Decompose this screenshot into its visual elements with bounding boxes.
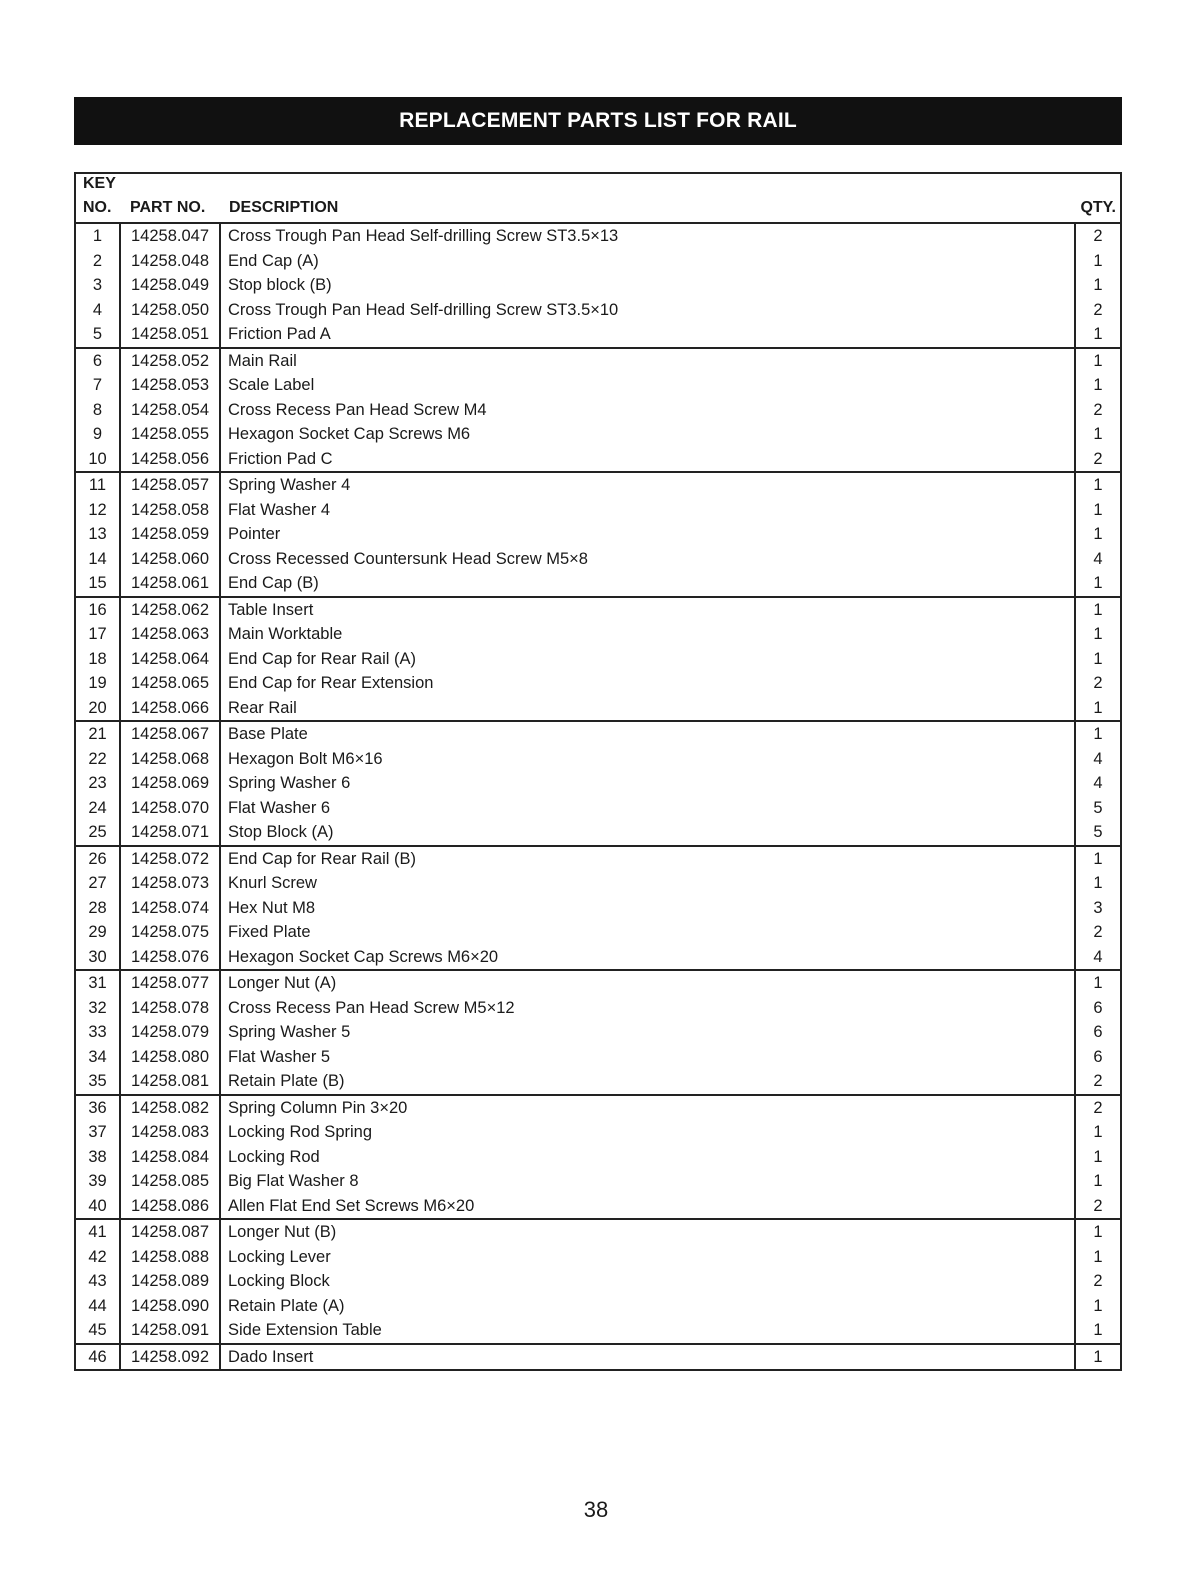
key-cell: 4 (76, 298, 121, 323)
table-row (76, 349, 1120, 374)
part-no-cell: 14258.081 (121, 1069, 221, 1094)
description-cell: Table Insert (221, 598, 1076, 623)
key-cell: 13 (76, 522, 121, 547)
qty-cell: 2 (1093, 1072, 1103, 1090)
part-no-cell: 14258.071 (121, 820, 221, 845)
key-cell: 36 (76, 1096, 121, 1121)
description-cell: End Cap for Rear Rail (A) (221, 647, 1076, 672)
table-row (76, 696, 1120, 723)
table-row (76, 522, 1120, 547)
table-row (76, 945, 1120, 972)
qty-cell: 1 (1093, 1347, 1103, 1366)
table-body (76, 224, 1120, 1369)
part-no-cell: 14258.075 (121, 920, 221, 945)
qty-cell: 2 (1093, 449, 1103, 468)
key-cell: 2 (76, 249, 121, 274)
key-cell: 33 (76, 1020, 121, 1045)
part-no-cell: 14258.055 (121, 422, 221, 447)
description-cell: Locking Lever (221, 1245, 1076, 1270)
part-no-cell: 14258.067 (121, 722, 221, 747)
table-row (76, 322, 1120, 349)
part-no-cell: 14258.079 (121, 1020, 221, 1045)
description-cell: Spring Washer 4 (221, 473, 1076, 498)
qty-cell: 2 (1093, 1098, 1103, 1117)
qty-cell: 1 (1093, 351, 1103, 370)
description-cell: Scale Label (221, 373, 1076, 398)
qty-cell: 1 (1093, 476, 1103, 494)
part-no-cell: 14258.087 (121, 1220, 221, 1245)
qty-cell: 1 (1093, 1223, 1103, 1241)
key-cell: 39 (76, 1169, 121, 1194)
key-cell: 32 (76, 996, 121, 1021)
part-no-cell: 14258.049 (121, 273, 221, 298)
description-cell: Longer Nut (A) (221, 971, 1076, 996)
table-row (76, 422, 1120, 447)
part-no-cell: 14258.060 (121, 547, 221, 572)
table-row (76, 722, 1120, 747)
key-cell: 6 (76, 349, 121, 374)
table-row (76, 398, 1120, 423)
description-cell: Spring Washer 6 (221, 771, 1076, 796)
qty-cell: 1 (1093, 276, 1103, 294)
part-no-cell: 14258.092 (121, 1345, 221, 1370)
key-cell: 21 (76, 722, 121, 747)
part-no-cell: 14258.066 (121, 696, 221, 721)
key-cell: 26 (76, 847, 121, 872)
qty-cell: 2 (1093, 1272, 1103, 1290)
qty-cell: 2 (1093, 1196, 1103, 1215)
key-cell: 8 (76, 398, 121, 423)
description-cell: Knurl Screw (221, 871, 1076, 896)
qty-cell: 1 (1093, 1321, 1103, 1339)
key-cell: 23 (76, 771, 121, 796)
table-row (76, 1045, 1120, 1070)
table-row (76, 847, 1120, 872)
part-no-cell: 14258.072 (121, 847, 221, 872)
qty-cell: 1 (1093, 525, 1103, 543)
part-no-cell: 14258.077 (121, 971, 221, 996)
part-no-cell: 14258.061 (121, 571, 221, 596)
description-cell: Big Flat Washer 8 (221, 1169, 1076, 1194)
qty-cell: 1 (1093, 698, 1103, 717)
description-cell: Cross Recess Pan Head Screw M4 (221, 398, 1076, 423)
description-cell: Flat Washer 4 (221, 498, 1076, 523)
header-part-no: PART NO. (130, 199, 206, 216)
table-row (76, 373, 1120, 398)
key-cell: 37 (76, 1120, 121, 1145)
table-row (76, 647, 1120, 672)
key-cell: 40 (76, 1194, 121, 1219)
description-cell: End Cap for Rear Rail (B) (221, 847, 1076, 872)
description-cell: Friction Pad A (221, 322, 1076, 347)
part-no-cell: 14258.047 (121, 224, 221, 249)
description-cell: Flat Washer 5 (221, 1045, 1076, 1070)
qty-cell: 1 (1093, 251, 1103, 270)
part-no-cell: 14258.062 (121, 598, 221, 623)
qty-cell: 1 (1093, 500, 1103, 519)
qty-cell: 1 (1093, 1172, 1103, 1190)
table-row (76, 1269, 1120, 1294)
description-cell: Cross Trough Pan Head Self-drilling Screw ST3.5×13 (221, 224, 1076, 249)
part-no-cell: 14258.053 (121, 373, 221, 398)
key-cell: 34 (76, 1045, 121, 1070)
qty-cell: 2 (1093, 400, 1103, 419)
table-row (76, 547, 1120, 572)
key-cell: 11 (76, 473, 121, 498)
part-no-cell: 14258.056 (121, 447, 221, 472)
table-row (76, 771, 1120, 796)
table-row (76, 1294, 1120, 1319)
part-no-cell: 14258.058 (121, 498, 221, 523)
description-cell: Cross Recess Pan Head Screw M5×12 (221, 996, 1076, 1021)
key-cell: 35 (76, 1069, 121, 1094)
description-cell: Cross Recessed Countersunk Head Screw M5×8 (221, 547, 1076, 572)
description-cell: End Cap (B) (221, 571, 1076, 596)
part-no-cell: 14258.057 (121, 473, 221, 498)
part-no-cell: 14258.059 (121, 522, 221, 547)
key-cell: 3 (76, 273, 121, 298)
description-cell: Locking Rod (221, 1145, 1076, 1170)
part-no-cell: 14258.084 (121, 1145, 221, 1170)
qty-cell: 1 (1093, 974, 1103, 992)
table-row (76, 1120, 1120, 1145)
part-no-cell: 14258.082 (121, 1096, 221, 1121)
key-cell: 46 (76, 1345, 121, 1370)
table-row (76, 571, 1120, 598)
description-cell: Friction Pad C (221, 447, 1076, 472)
key-cell: 20 (76, 696, 121, 721)
description-cell: Locking Rod Spring (221, 1120, 1076, 1145)
qty-cell: 2 (1093, 227, 1103, 245)
description-cell: Dado Insert (221, 1345, 1076, 1370)
part-no-cell: 14258.080 (121, 1045, 221, 1070)
qty-cell: 6 (1093, 1047, 1103, 1066)
key-cell: 28 (76, 896, 121, 921)
table-row (76, 1069, 1120, 1096)
key-cell: 17 (76, 622, 121, 647)
table-row (76, 498, 1120, 523)
qty-cell: 2 (1093, 923, 1103, 941)
part-no-cell: 14258.083 (121, 1120, 221, 1145)
table-row (76, 598, 1120, 623)
qty-cell: 4 (1093, 947, 1103, 966)
description-cell: Hex Nut M8 (221, 896, 1076, 921)
qty-cell: 2 (1093, 300, 1103, 319)
table-header (76, 174, 1120, 224)
part-no-cell: 14258.054 (121, 398, 221, 423)
qty-cell: 1 (1093, 849, 1103, 868)
table-row (76, 622, 1120, 647)
key-cell: 14 (76, 547, 121, 572)
part-no-cell: 14258.076 (121, 945, 221, 970)
part-no-cell: 14258.063 (121, 622, 221, 647)
qty-cell: 1 (1093, 1247, 1103, 1266)
table-row (76, 298, 1120, 323)
part-no-cell: 14258.052 (121, 349, 221, 374)
qty-cell: 5 (1093, 798, 1103, 817)
part-no-cell: 14258.069 (121, 771, 221, 796)
description-cell: Cross Trough Pan Head Self-drilling Screw ST3.5×10 (221, 298, 1076, 323)
qty-cell: 4 (1093, 549, 1103, 568)
qty-cell: 1 (1093, 325, 1103, 343)
description-cell: Main Worktable (221, 622, 1076, 647)
page-number: 38 (583, 1497, 609, 1522)
description-cell: Base Plate (221, 722, 1076, 747)
part-no-cell: 14258.089 (121, 1269, 221, 1294)
page-title-banner (74, 97, 1122, 145)
header-no: NO. (83, 199, 112, 216)
description-cell: Rear Rail (221, 696, 1076, 721)
description-cell: End Cap (A) (221, 249, 1076, 274)
key-cell: 38 (76, 1145, 121, 1170)
table-row (76, 1220, 1120, 1245)
parts-table (74, 172, 1122, 1371)
qty-cell: 3 (1093, 898, 1103, 917)
description-cell: Fixed Plate (221, 920, 1076, 945)
table-row (76, 447, 1120, 474)
description-cell: Hexagon Socket Cap Screws M6 (221, 422, 1076, 447)
key-cell: 24 (76, 796, 121, 821)
part-no-cell: 14258.088 (121, 1245, 221, 1270)
table-row (76, 1169, 1120, 1194)
description-cell: Stop block (B) (221, 273, 1076, 298)
header-description: DESCRIPTION (229, 199, 339, 216)
table-row (76, 996, 1120, 1021)
table-row (76, 1096, 1120, 1121)
key-cell: 29 (76, 920, 121, 945)
key-cell: 41 (76, 1220, 121, 1245)
description-cell: Retain Plate (B) (221, 1069, 1076, 1094)
page-title: REPLACEMENT PARTS LIST FOR RAIL (399, 109, 797, 132)
key-cell: 44 (76, 1294, 121, 1319)
table-row (76, 971, 1120, 996)
table-row (76, 1318, 1120, 1345)
part-no-cell: 14258.073 (121, 871, 221, 896)
part-no-cell: 14258.064 (121, 647, 221, 672)
qty-cell: 1 (1093, 425, 1103, 443)
part-no-cell: 14258.065 (121, 671, 221, 696)
qty-cell: 1 (1093, 1123, 1103, 1141)
description-cell: Main Rail (221, 349, 1076, 374)
key-cell: 9 (76, 422, 121, 447)
qty-cell: 5 (1093, 823, 1103, 841)
qty-cell: 6 (1093, 1023, 1103, 1041)
table-row (76, 871, 1120, 896)
part-no-cell: 14258.070 (121, 796, 221, 821)
key-cell: 27 (76, 871, 121, 896)
part-no-cell: 14258.050 (121, 298, 221, 323)
key-cell: 15 (76, 571, 121, 596)
header-qty: QTY. (1080, 199, 1116, 216)
qty-cell: 1 (1093, 376, 1103, 394)
table-row (76, 1245, 1120, 1270)
description-cell: End Cap for Rear Extension (221, 671, 1076, 696)
table-row (76, 1194, 1120, 1221)
description-cell: Locking Block (221, 1269, 1076, 1294)
table-row (76, 473, 1120, 498)
key-cell: 18 (76, 647, 121, 672)
qty-cell: 1 (1093, 874, 1103, 892)
qty-cell: 1 (1093, 649, 1103, 668)
part-no-cell: 14258.086 (121, 1194, 221, 1219)
key-cell: 19 (76, 671, 121, 696)
part-no-cell: 14258.048 (121, 249, 221, 274)
qty-cell: 1 (1093, 1296, 1103, 1315)
qty-cell: 1 (1093, 1147, 1103, 1166)
key-cell: 7 (76, 373, 121, 398)
part-no-cell: 14258.090 (121, 1294, 221, 1319)
qty-cell: 6 (1093, 998, 1103, 1017)
description-cell: Pointer (221, 522, 1076, 547)
description-cell: Side Extension Table (221, 1318, 1076, 1343)
qty-cell: 4 (1093, 774, 1103, 792)
description-cell: Longer Nut (B) (221, 1220, 1076, 1245)
key-cell: 45 (76, 1318, 121, 1343)
qty-cell: 4 (1093, 749, 1103, 768)
header-key: KEY (83, 175, 116, 192)
description-cell: Spring Column Pin 3×20 (221, 1096, 1076, 1121)
table-row (76, 1020, 1120, 1045)
description-cell: Stop Block (A) (221, 820, 1076, 845)
qty-cell: 1 (1093, 574, 1103, 592)
table-row (76, 224, 1120, 249)
description-cell: Spring Washer 5 (221, 1020, 1076, 1045)
description-cell: Hexagon Bolt M6×16 (221, 747, 1076, 772)
key-cell: 30 (76, 945, 121, 970)
part-no-cell: 14258.074 (121, 896, 221, 921)
key-cell: 5 (76, 322, 121, 347)
table-row (76, 249, 1120, 274)
key-cell: 12 (76, 498, 121, 523)
part-no-cell: 14258.051 (121, 322, 221, 347)
qty-cell: 2 (1093, 674, 1103, 692)
table-row (76, 796, 1120, 821)
qty-cell: 1 (1093, 600, 1103, 619)
key-cell: 1 (76, 224, 121, 249)
key-cell: 42 (76, 1245, 121, 1270)
description-cell: Allen Flat End Set Screws M6×20 (221, 1194, 1076, 1219)
table-row (76, 747, 1120, 772)
key-cell: 16 (76, 598, 121, 623)
description-cell: Retain Plate (A) (221, 1294, 1076, 1319)
key-cell: 31 (76, 971, 121, 996)
key-cell: 25 (76, 820, 121, 845)
description-cell: Hexagon Socket Cap Screws M6×20 (221, 945, 1076, 970)
table-row (76, 1145, 1120, 1170)
table-row (76, 273, 1120, 298)
qty-cell: 1 (1093, 725, 1103, 743)
table-row (76, 920, 1120, 945)
key-cell: 22 (76, 747, 121, 772)
table-row (76, 1345, 1120, 1370)
table-row (76, 820, 1120, 847)
key-cell: 43 (76, 1269, 121, 1294)
qty-cell: 1 (1093, 625, 1103, 643)
part-no-cell: 14258.085 (121, 1169, 221, 1194)
part-no-cell: 14258.091 (121, 1318, 221, 1343)
table-row (76, 671, 1120, 696)
part-no-cell: 14258.078 (121, 996, 221, 1021)
table-row (76, 896, 1120, 921)
key-cell: 10 (76, 447, 121, 472)
part-no-cell: 14258.068 (121, 747, 221, 772)
description-cell: Flat Washer 6 (221, 796, 1076, 821)
